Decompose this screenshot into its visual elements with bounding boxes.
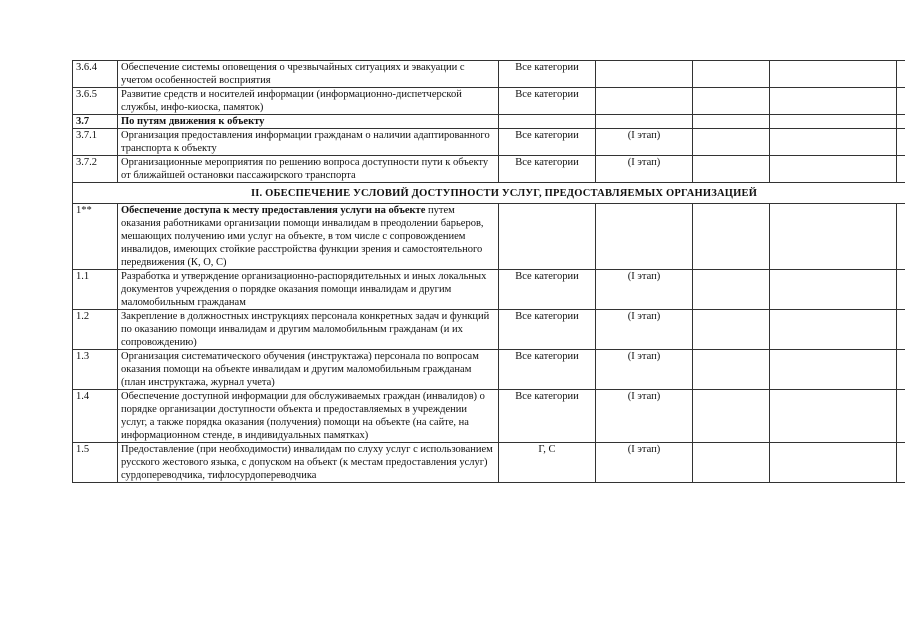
empty-cell: [897, 115, 905, 129]
category-cell: Все категории: [499, 310, 596, 350]
empty-cell: [693, 115, 770, 129]
row-number: 1**: [73, 204, 118, 270]
row-number: 1.5: [73, 443, 118, 483]
empty-cell: [499, 204, 596, 270]
section-number: 3.7: [73, 115, 118, 129]
category-cell: Г, С: [499, 443, 596, 483]
stage-cell: [596, 88, 693, 115]
empty-cell: [693, 443, 770, 483]
empty-cell: [693, 156, 770, 183]
table-row: [73, 129, 905, 156]
accessibility-measures-table: [72, 60, 905, 483]
measure-text: Разработка и утверждение организационно-распорядительных и иных локальных документов учреждения о порядке оказания помощи инвалидам и другим маломобильным гражданам: [118, 270, 499, 310]
empty-cell: [770, 310, 897, 350]
row-number: 3.7.2: [73, 156, 118, 183]
stage-cell: (I этап): [596, 129, 693, 156]
empty-cell: [693, 129, 770, 156]
empty-cell: [693, 270, 770, 310]
table-row: [73, 390, 905, 443]
stage-cell: (I этап): [596, 270, 693, 310]
empty-cell: [897, 156, 905, 183]
section-row: [73, 115, 905, 129]
measure-text: [118, 204, 499, 270]
category-cell: Все категории: [499, 61, 596, 88]
measure-text: Организационные мероприятия по решению вопроса доступности пути к объекту от ближайшей остановки пассажирского транспорта: [118, 156, 499, 183]
measure-text: Организация систематического обучения (инструктажа) персонала по вопросам оказания помощи на объекте инвалидам и другим маломобильным гражданам (план инструктажа, журнал учета): [118, 350, 499, 390]
row-number: 3.6.4: [73, 61, 118, 88]
table-row: [73, 156, 905, 183]
table-row: [73, 61, 905, 88]
empty-cell: [770, 443, 897, 483]
row-number: 1.2: [73, 310, 118, 350]
empty-cell: [693, 350, 770, 390]
empty-cell: [770, 350, 897, 390]
empty-cell: [897, 61, 905, 88]
empty-cell: [693, 88, 770, 115]
measure-text: Закрепление в должностных инструкциях персонала конкретных задач и функций по оказанию помощи инвалидам и другим маломобильным гражданам (и их сопровождению): [118, 310, 499, 350]
table-row: [73, 350, 905, 390]
category-cell: Все категории: [499, 390, 596, 443]
stage-cell: (I этап): [596, 350, 693, 390]
section-header-row: [73, 183, 905, 204]
section-title: По путям движения к объекту: [118, 115, 499, 129]
empty-cell: [897, 443, 905, 483]
empty-cell: [693, 390, 770, 443]
empty-cell: [693, 310, 770, 350]
row-number: 3.6.5: [73, 88, 118, 115]
category-cell: Все категории: [499, 156, 596, 183]
row-number: 1.3: [73, 350, 118, 390]
empty-cell: [770, 88, 897, 115]
category-cell: Все категории: [499, 129, 596, 156]
empty-cell: [897, 310, 905, 350]
empty-cell: [770, 270, 897, 310]
empty-cell: [897, 350, 905, 390]
table-row: [73, 270, 905, 310]
measure-text: Предоставление (при необходимости) инвалидам по слуху услуг с использованием русского жестового языка, с допуском на объект (к местам предоставления услуг) сурдопереводчика, тифлосурдопереводчика: [118, 443, 499, 483]
category-cell: Все категории: [499, 350, 596, 390]
measure-text: Обеспечение доступной информации для обслуживаемых граждан (инвалидов) о порядке организации доступности объекта и предоставляемых в учреждении услуг, а также порядка оказания (получения) помощи на объекте (на сайте, на информационном стенде, в индивидуальных памятках): [118, 390, 499, 443]
stage-cell: (I этап): [596, 156, 693, 183]
empty-cell: [770, 61, 897, 88]
stage-cell: [596, 61, 693, 88]
table-row: [73, 88, 905, 115]
empty-cell: [499, 115, 596, 129]
empty-cell: [770, 156, 897, 183]
empty-cell: [770, 204, 897, 270]
measure-text: Обеспечение системы оповещения о чрезвычайных ситуациях и эвакуации с учетом особенностей восприятия: [118, 61, 499, 88]
section-heading: II. ОБЕСПЕЧЕНИЕ УСЛОВИЙ ДОСТУПНОСТИ УСЛУГ, ПРЕДОСТАВЛЯЕМЫХ ОРГАНИЗАЦИЕЙ: [73, 183, 905, 204]
table-row: [73, 443, 905, 483]
empty-cell: [770, 390, 897, 443]
empty-cell: [770, 115, 897, 129]
empty-cell: [693, 61, 770, 88]
stage-cell: (I этап): [596, 390, 693, 443]
stage-cell: (I этап): [596, 443, 693, 483]
category-cell: Все категории: [499, 270, 596, 310]
empty-cell: [897, 129, 905, 156]
empty-cell: [770, 129, 897, 156]
empty-cell: [596, 204, 693, 270]
empty-cell: [897, 270, 905, 310]
measure-rest-text: путем оказания работниками организации помощи инвалидам в преодолении барьеров, мешающих получению ими услуг на объекте, в том числе с сопровождением инвалидов, имеющих стойкие расстройства функции зрения и самостоятельного передвижения (К, О, С): [121, 205, 484, 268]
measure-lead-text: Обеспечение доступа к месту предоставления услуги на объекте: [121, 205, 426, 216]
empty-cell: [897, 88, 905, 115]
stage-cell: (I этап): [596, 310, 693, 350]
measure-text: Организация предоставления информации гражданам о наличии адаптированного транспорта к объекту: [118, 129, 499, 156]
row-number: 3.7.1: [73, 129, 118, 156]
category-cell: Все категории: [499, 88, 596, 115]
empty-cell: [897, 204, 905, 270]
table-row: [73, 204, 905, 270]
table-row: [73, 310, 905, 350]
empty-cell: [596, 115, 693, 129]
document-page: [72, 60, 905, 483]
empty-cell: [897, 390, 905, 443]
row-number: 1.1: [73, 270, 118, 310]
row-number: 1.4: [73, 390, 118, 443]
empty-cell: [693, 204, 770, 270]
measure-text: Развитие средств и носителей информации (информационно-диспетчерской службы, инфо-киоска, памяток): [118, 88, 499, 115]
